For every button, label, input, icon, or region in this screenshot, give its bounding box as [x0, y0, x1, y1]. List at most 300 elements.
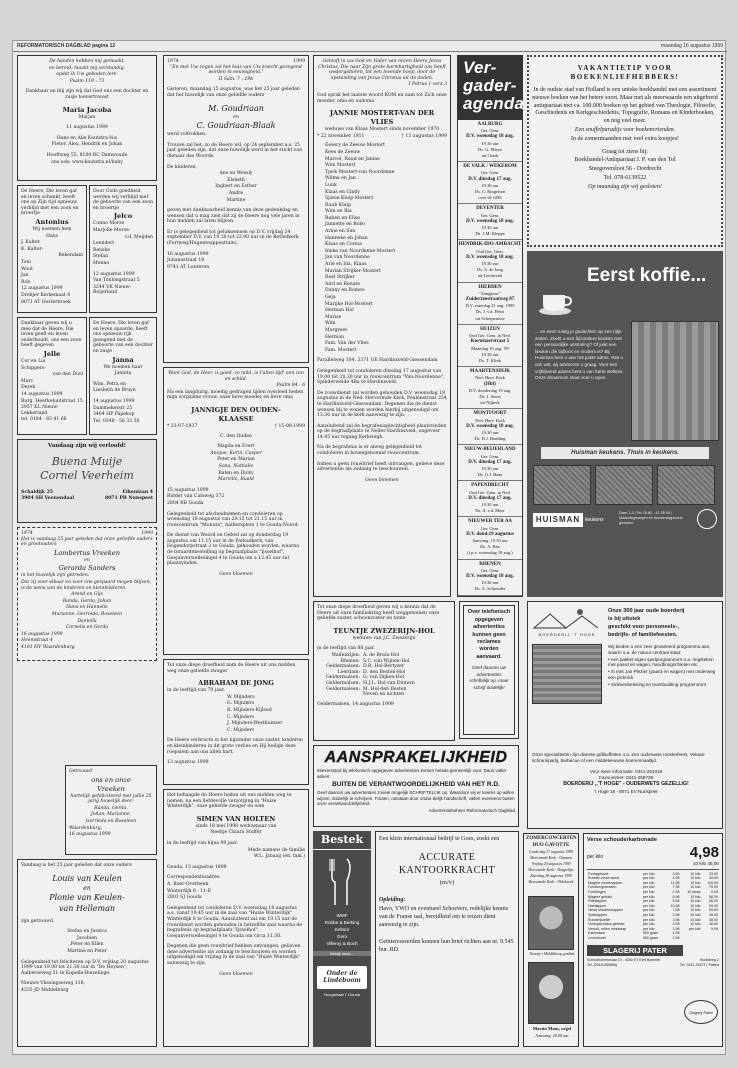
- agenda-item: [458, 560, 522, 596]
- agenda-kerk: Ger. Gem.: [480, 453, 500, 459]
- huisman-kitchen-ad: [527, 251, 723, 597]
- title-1: ZOMERCONCERTEN: [526, 836, 577, 841]
- family-member: D. den Besten-Hol: [363, 669, 406, 675]
- anniversary-notice-goudriaan: [163, 55, 309, 363]
- reception-text: Gelegenheid tot feliciteren op D.V. vrijdag 20 augustus 1999 van 19.00 tot 21.30 uur in "De Heysen", Aalberseweg 51 te Kapelle-Biezelinge.: [21, 959, 149, 976]
- price-cell: Verse shoarmalappen: [588, 908, 623, 913]
- family: Renske: [93, 247, 110, 253]
- price-cell: 500 gram: [642, 935, 659, 940]
- price-cell: 2,98: [672, 912, 680, 917]
- line: Hervormde Kerk - Burgerlijst: [528, 868, 574, 872]
- newspaper-page: [12, 40, 726, 1055]
- family: Baten en Dicky: [218, 470, 254, 476]
- price-cell: 2,98: [672, 889, 680, 894]
- title: Eerst koffie...: [587, 265, 707, 286]
- family-member: Jannette en Bobo: [325, 222, 366, 228]
- price-cell: 9,99: [711, 926, 718, 931]
- date: 14 augustus 1999: [93, 398, 135, 404]
- family: Jan: [21, 273, 29, 279]
- tagline: Huisman keukens. Thuis in keukens.: [541, 447, 709, 459]
- date: 16 augustus 1999: [167, 251, 209, 257]
- city: 3464 HP Papekop: [93, 412, 135, 418]
- parents: Hans en Alie Koutstra-Vos: [56, 135, 118, 141]
- agenda-date: D.V. woensdag 18 aug.: [466, 218, 514, 224]
- caption-2: Martin Mans, orgel: [532, 1026, 572, 1031]
- intro-text: Vandaag is het 25 jaar geleden dat onze ouders: [21, 863, 132, 868]
- brand: BOERDERIJ ,,'T HOGE'' - OUDERWETS GEZELLIG!: [563, 781, 689, 788]
- intro-text: Gisteren, maandag 15 augustus, was het 25 jaar geleden dat het huwelijk van onze geliefde ouders: [167, 87, 300, 98]
- title: AANSPRAKELIJKHEID: [324, 749, 508, 766]
- price-cell: per kilo: [642, 899, 655, 904]
- name-a: Buena Muije: [51, 454, 123, 468]
- kitchen-photo: [595, 465, 653, 505]
- family-place: Geldermalsen:: [326, 675, 360, 681]
- agenda-item: [458, 517, 522, 559]
- agenda-kerk: Ger. Gem.: [480, 128, 500, 134]
- wish-text: Dat zij voor elkaar en voor ons gespaard mogen blijven, is de wens van de kinderen en kleinkinderen.: [21, 579, 152, 591]
- intro-text: Na een langdurig, moedig gedragen lijden overleed heden mijn zorgzame vrouw, onze lieve moeder en lieve oma: [167, 389, 304, 401]
- date: 16 augustus 1999: [21, 631, 63, 637]
- agenda-title-3: agenda: [463, 94, 525, 113]
- family: Toni: [21, 259, 31, 265]
- price-cell: 11,98: [670, 880, 680, 885]
- agenda-item: [458, 283, 522, 325]
- family-member: Aird en Renate: [325, 281, 360, 287]
- intro-text: De Heere, Die leven gaf en leven spaarde, heeft ons opnieuw rijk gezegend met de geboorte van een dochter en zusje: [93, 321, 153, 354]
- line: werd voltrokken.: [167, 132, 207, 138]
- name-a: Lambertus Vreeken: [53, 548, 121, 557]
- agenda-extra: Ds. T. Klink: [478, 357, 502, 363]
- price-cell: Leverwurst: [588, 935, 606, 940]
- agenda-time: 19.30 uur: [481, 182, 499, 188]
- price-cell: 59,00: [709, 908, 718, 913]
- agenda-date: D.V. woensdag 18 aug.: [466, 134, 514, 140]
- phone: Voor meer informatie: 0341-251018: [589, 768, 663, 774]
- price-cell: Magere gehakt: [588, 894, 612, 899]
- kid: Hans en Hannelie: [66, 605, 108, 611]
- store-address: Hoogstraat 7 Gouda: [323, 992, 361, 997]
- name-b-2: van Helleman: [58, 903, 116, 913]
- line: kunnen geen: [472, 631, 506, 638]
- agenda-date: D.V. dinsdag 17 aug.: [468, 459, 512, 465]
- agenda-kerk: "Zangkoor": [479, 290, 501, 296]
- title-1: Onze 300 jaar oude boerderij: [608, 608, 685, 614]
- boerderij-ad: [527, 601, 723, 829]
- family-member: Marise: [325, 314, 342, 320]
- name: Gerrieda en Roseleen: [85, 818, 137, 824]
- family: C. Mijnders: [227, 714, 255, 720]
- family-place: Geldermalsen:: [326, 664, 360, 670]
- addresses: [21, 490, 153, 503]
- date: Geldermalsen, 14 augustus 1999: [317, 701, 394, 707]
- text: Trouwe zal het, zo de Heere wil, op 24 september a.s. 25 jaar geleden zijn, dat onze huwelijk werd in het sticht van dienaar des Woords.: [167, 142, 303, 159]
- family-member: Arnie en Sim: [325, 229, 356, 235]
- title: Getrouwd: [69, 769, 93, 774]
- family-list: [317, 143, 447, 353]
- butcher-footer: [587, 958, 719, 969]
- family-member: G. van Dijken-Hol: [363, 675, 405, 681]
- agenda-time: D.V. donderdag 19 aug.: [468, 387, 512, 393]
- item: [608, 669, 720, 681]
- family: Stefan: [93, 254, 109, 260]
- agenda-title-2: gader-: [463, 76, 517, 95]
- nickname-label: Wij noemen hem: [32, 226, 72, 232]
- closed-notice: Op maandag zijn wij gesloten!: [588, 183, 662, 190]
- family-member: Geja: [325, 295, 336, 300]
- service-text: De rouwdienst zal worden gehouden D.V. woensdag 18 augustus in de Ned. Hervormde Kerk, Peulenstraat 254 te Hardinxveld-Giessendam. Degenen die de dienst wensen bij te wonen worden hierbij uitgenodigd om 13.30 uur in de kerk aanwezig te zijn.: [317, 390, 447, 419]
- text-2: geven met dankbaarheid kennis van deze gedenkdag en wensen dat u mag zien dat zij de Heere nog vele jaren in hun midden zal laten blijven.: [167, 208, 300, 225]
- agenda-date: D.V. woensdag 18 aug.: [466, 254, 514, 260]
- price-cell: Speklappen: [588, 912, 607, 917]
- title-2: is bij uitstek: [608, 616, 641, 622]
- kitchen-photo: [533, 465, 591, 505]
- text-2: Een snuffelparadijs voor boekenvrienden.: [574, 126, 676, 133]
- price-cell: [702, 936, 719, 941]
- email: ons ook: www.koutstra.nl/baby: [51, 159, 123, 165]
- agenda-extra: uit Nijkerk: [480, 400, 500, 406]
- kid: Elsbeth: [227, 177, 245, 183]
- child-name: Janna: [112, 355, 134, 364]
- agenda-speaker: Ds. J. Steen: [479, 393, 501, 399]
- agenda-place: DEVENTER: [476, 206, 504, 212]
- family: Cor en Lia: [21, 358, 46, 364]
- family-place: Rhenen:: [340, 658, 360, 664]
- family-member: M. Hol-den Besten: [363, 686, 407, 692]
- family-member: Wim Mostert: [325, 163, 356, 169]
- address-2: Koolsteeg 2: [700, 957, 719, 962]
- kid: Ans en Wessly: [219, 171, 253, 177]
- item: [608, 682, 720, 688]
- price-cell: Runder verse worst: [588, 876, 620, 881]
- agenda-time: Aanvang: 19.30 uur: [472, 537, 508, 543]
- family: Schippers-: [21, 365, 46, 371]
- price-cell: 58,00: [709, 899, 718, 904]
- family: Menno: [93, 260, 110, 266]
- obituary-teuntje: [313, 601, 455, 741]
- brand-list: [313, 913, 371, 947]
- verse-ref: Psalm 84 : 6: [276, 383, 305, 389]
- sub: sinds 18 mei 1998 weduwnaar van: [195, 823, 277, 829]
- tag: Bekijk onze...: [313, 951, 371, 956]
- line: Hervormde Kerk - Ommen: [530, 856, 572, 860]
- price-cell: 33,00: [709, 871, 718, 876]
- kid: Ingbert en Esther: [215, 184, 257, 190]
- agenda-place: MONTFOORT: [473, 411, 507, 417]
- family-member: Marcel, Ruud en Janine: [325, 156, 380, 162]
- price-cell: Fondlingen: [588, 889, 606, 894]
- price-row: [587, 845, 719, 861]
- price-cell: 5,98: [672, 899, 680, 904]
- price-cell: Magere runderlappen: [588, 880, 623, 885]
- item-text: een pakket eigen spelprogramma's o.a. ringsteken met paard en wagen, handboogschieten etc.: [608, 656, 714, 668]
- verse-line: opdat ik Uw geboden lere.: [56, 72, 118, 78]
- agenda-place: NIEUWER TER AA: [467, 519, 513, 525]
- musician-photo: [528, 896, 574, 950]
- name-b: Gerarda Sanders: [58, 564, 116, 573]
- price-cell: 99,00: [709, 903, 718, 908]
- agenda-speaker: 19.30 uur: [481, 351, 499, 357]
- sign: Geen bloemen: [219, 571, 253, 577]
- kid: Cornelis en Gerda: [65, 625, 109, 631]
- street: Heemstraat 4: [21, 638, 53, 644]
- agenda-speaker: Ds. A. Bax: [480, 544, 500, 550]
- price-cell: per kilo: [642, 889, 655, 894]
- husband: C. den Ouden: [220, 433, 252, 439]
- line: Vrijdag 20 augustus 1999: [531, 862, 571, 866]
- corr-city: 2801 SJ Gouda: [167, 895, 202, 901]
- price-cell: 3,50: [672, 871, 680, 876]
- line: in het huwelijk zijn getreden.: [21, 573, 90, 579]
- text-2: Onze specialiteiten zijn diverse grillbuffetten o.a. een ouderwets roosterfeest, Veluwe schranspartij, barbecue of een middeleeuwse boerenmaaltijd.: [532, 752, 705, 763]
- family-member: S.C. van Wijnen-Hol: [363, 658, 410, 664]
- address: Drehjer Kerkemaat 8: [21, 292, 71, 298]
- name: JANNIE MOSTERT-VAN DER: [329, 109, 435, 118]
- name: TEUNTJE ZWEZERIJN-HOL: [333, 626, 435, 635]
- agenda-extra: uit Ootek: [481, 153, 499, 159]
- kid: Daniella: [77, 618, 97, 624]
- agenda-extra: uit Scherpenisse: [475, 315, 505, 321]
- intro-text: Het behaagde de Heere heden uit ons midden weg te nemen, na een liefdevolle verzorging in "Huize Winterdijk", onze geliefde zwager en oom: [167, 793, 292, 810]
- agenda-time: 19.30 uur: [481, 465, 499, 471]
- agenda-time: 19.30 uur: [481, 501, 499, 507]
- family-member: Herman: [325, 334, 344, 340]
- family: Liesbeth de Bruyn: [93, 388, 136, 394]
- store-name: Onder de Lindeboom: [323, 970, 361, 984]
- after-text: Na de begrafenis is er alweg gelegenheid tot condoleren in bovengenoemd rouwcentrum.: [317, 445, 422, 457]
- agenda-place: NIEUW-BEIJERLAND: [464, 447, 516, 453]
- welcome: Graag tot ziens bij:: [602, 148, 648, 155]
- intro-text: God sprak het laatste woord KOM en nam tot Zich onze moeder, oma en oudoma: [317, 92, 447, 104]
- name-a: M. Goudriaan: [208, 103, 264, 113]
- obituary-jannigje: [163, 367, 309, 655]
- line: Over telefonisch: [467, 609, 511, 615]
- price-cell: 79,00: [709, 885, 718, 890]
- sub: weduwe van J.C. Zwezerijn: [352, 635, 416, 641]
- family-list: [317, 653, 451, 698]
- intro-text: Dankbaar geven wij u mee dat de Heere, Die leven geeft en leven onderhoudt, ons een zoon heeft gegeven: [21, 321, 82, 349]
- price-table: [587, 872, 719, 941]
- family: Rob: [21, 279, 31, 285]
- agenda-speaker: Ds. C. Ringelsen: [474, 189, 506, 195]
- nickname: Hans: [45, 233, 59, 239]
- phone: Tel. (0318-655885): [587, 963, 618, 968]
- agenda-time: D.V. zaterdag 21 aug. 1999: [465, 303, 515, 309]
- fax: Faxnummer: 0341-258738: [598, 775, 654, 781]
- brand: Gero: [336, 934, 348, 939]
- verse: "En met Uw zegen zal het huis van Uw knecht gezegend worden in eeuwigheid.": [170, 64, 302, 76]
- agenda-place: HUIZEN: [480, 326, 500, 332]
- agenda-time: Maandag 16 aug. '99: [471, 345, 509, 351]
- city-a: 3904 SH Veenendaal: [21, 496, 75, 502]
- item: [608, 657, 720, 669]
- price-cell: per kilo: [642, 880, 655, 885]
- family-member: H.J.L. Hol-van Dintern: [363, 680, 415, 686]
- age: in de leeftijd van 88 jaar.: [317, 646, 375, 652]
- price-cell: 10 kilo: [690, 876, 701, 881]
- family: Wout: [21, 266, 33, 272]
- price-cell: Hamlappen: [588, 903, 607, 908]
- address-a: Schaldijk 25: [21, 489, 53, 495]
- anniversary-notice-keulen: [17, 859, 157, 1047]
- family: van den Dool: [52, 372, 83, 378]
- bookshop-ad: [527, 55, 723, 247]
- intro-text: Door Gods goedheid werden wij verblijd met de geboorte van een zoon en broertje: [93, 189, 153, 211]
- nickname: Marjan: [78, 114, 96, 120]
- agenda-date: D.V. woensdag 18 aug.: [466, 423, 514, 429]
- born: * 23-07-1937: [167, 423, 198, 429]
- line-1: ons en onze: [91, 775, 131, 784]
- price-cell: per kilo: [642, 885, 655, 890]
- price-cell: 10 kilo: [690, 917, 701, 922]
- and: en: [83, 884, 91, 892]
- died: † 13 augustus 1999: [401, 133, 447, 139]
- price-cell: per kilo: [642, 876, 655, 881]
- intro-text: Het is vandaag 25 jaar geleden dat onze geliefde ouders en grootouders: [21, 536, 153, 548]
- price-cell: 10,98: [670, 903, 680, 908]
- kid: Andre: [228, 190, 244, 196]
- family: W. Mijnders: [227, 694, 255, 700]
- burial-text: Aansluitend zal de begrafenisplechtigheid plaatsvinden op de begraafplaats te Neder-Hardinxveld, ongeveer 14.45 uur tegang Kerkwegh.: [317, 423, 447, 440]
- agenda-place: RHENEN: [479, 561, 501, 567]
- price-cell: per kilo: [642, 912, 655, 917]
- family-member: Jan van Noordenne: [325, 255, 370, 261]
- family: C. Mijnders: [227, 727, 255, 733]
- header-left: REFORMATORISCH DAGBLAD pagina 12: [17, 43, 116, 49]
- name-a: Louis van Keulen: [52, 873, 122, 883]
- price-cell: Filtetlappen: [588, 899, 607, 904]
- price-cell: 10 kilo: [690, 908, 701, 913]
- date: 13 augustus 1999: [167, 760, 209, 766]
- family-member: Neven en nichten: [363, 692, 405, 698]
- price-cell: 28,00: [709, 912, 718, 917]
- logo-text: BOERDERIJ 'T HOGE: [538, 631, 596, 637]
- family: Bekendam: [58, 253, 83, 259]
- name: Johan, Marianne,: [90, 812, 132, 818]
- price-cell: 10 kilo: [690, 922, 701, 927]
- verse: Gelooft in uw God en Vader van onzen Heere Jezus Christus, Die naar Zijn grote barmhartigheid ons heeft wedergeboren, tot een levende hoop, door de opstanding van Jezus Christus uit de doden.: [318, 59, 446, 81]
- price-cell: Versuit, rollen ministeap: [588, 926, 627, 931]
- sub-2: Neeltje Chiara Stoffer: [210, 830, 262, 836]
- family: J. Mijnders-Westhuinzer: [227, 721, 283, 727]
- age: in de leeftijd van 79 jaar.: [167, 688, 225, 694]
- family-place: Wadenxijen:: [331, 652, 360, 658]
- city: 8071 AT Oosterbroek: [21, 299, 71, 305]
- price-cell: Runderpoelier: [588, 917, 611, 922]
- farm-photo: [532, 644, 602, 704]
- city: 2957 KL Nieuw-Lekkerland: [21, 405, 59, 416]
- family: Sona, Nathalie: [218, 463, 254, 469]
- price-cell: 1,98: [672, 931, 680, 936]
- agenda-speaker: Ds. D.J. Budding: [474, 436, 506, 442]
- sub: weduwe van Klaas Mostert sinds november 1970: [324, 127, 440, 133]
- brand: Villeroy & Boch: [326, 941, 358, 946]
- coffee-cup-icon: [537, 287, 583, 317]
- birth-notice-maria: [17, 55, 157, 181]
- kid: Arend en Gijs: [71, 592, 103, 598]
- price-cell: per kilo: [642, 926, 655, 931]
- family-member: Wim en Ria: [325, 209, 352, 215]
- child-name: Antonius: [35, 217, 69, 226]
- line: schrijf duidelijk!: [473, 684, 505, 690]
- family: Marvillo, Ruald: [218, 477, 254, 483]
- text-3: Er is gelegenheid tot gelukwensen op D.V. vrijdag 24 september D.V. van 19.30 tot 22.00 uur in de Bethelkerk (Fortweg/Hugenteappeattain).: [167, 229, 299, 247]
- name-2: VLIES: [370, 118, 394, 127]
- text: Havo, VWO en eventueel Schoevers, redelijke kennis van de Franse taal, bereidheid om te reizen dient aanwezig te zijn.: [379, 906, 509, 928]
- verse-ref: I Petrus 1 vers 3: [408, 82, 447, 88]
- price-cell: 7,98: [672, 885, 680, 890]
- farm-footer: [532, 752, 720, 796]
- name: SIMEN VAN HOLTEN: [196, 814, 276, 823]
- farm-headline: [608, 608, 720, 689]
- price-cell: 10 kilo: [690, 899, 701, 904]
- price-cell: 4,98: [672, 876, 680, 881]
- caption-1: Noortje v Middelkoop, panfluit: [529, 952, 575, 956]
- price-cell: 5,98: [672, 894, 680, 899]
- date: Gouda, 13 augustus 1999: [167, 864, 227, 870]
- price-cell: 10 stuks: [687, 889, 701, 894]
- bestek-ad: [313, 831, 371, 1047]
- phone: tel. 0184 - 83 41 66: [21, 417, 67, 423]
- family-member: Herman Hol: [325, 308, 354, 314]
- family-place: Geldermalsen:: [326, 680, 360, 686]
- congratulation-notice: [65, 765, 157, 855]
- family: Peter en Marian: [217, 457, 255, 463]
- name-2: KLAASSE: [218, 414, 254, 423]
- intro-text: Tot onze diepe droefheid nam de Heere uit ons midden weg onze geliefde zwager: [167, 663, 296, 674]
- city-b: 8071 PB Nunspeet: [105, 496, 153, 502]
- family-list: [167, 695, 305, 734]
- family-member: Wilma en Jan: [325, 176, 356, 182]
- agenda-date: D.V. dinsdag 17 aug.: [468, 495, 512, 501]
- family-member: Ruub Kluip: [325, 202, 352, 208]
- verse-line: De handen hebben mij gemaakt,: [49, 59, 125, 64]
- date: 16 augustus 1999: [69, 832, 111, 838]
- agenda-item: [458, 325, 522, 367]
- family-member: Tjerk Mostert-van Noordenne: [325, 169, 395, 175]
- verse-ref: Psalm 119 : 73: [69, 78, 105, 84]
- agenda-speaker: Ds. A. Schreuder: [474, 586, 506, 592]
- agenda-date: Zuiderzeestraatweg 87: [465, 297, 515, 303]
- obituary-jannie: [313, 55, 451, 597]
- price-cell: 9,25: [711, 889, 718, 894]
- agenda-kerk: Ned. Herv. Kerk: [475, 375, 505, 381]
- age: in de leeftijd van bijna 99 jaar.: [167, 840, 238, 846]
- price-cell: per kilo: [642, 871, 655, 876]
- sign: Advertentiebeheer Reformatorisch Dagblad: [428, 807, 515, 813]
- address: Van Tonlongstraat 5: [93, 278, 140, 284]
- family-member: Luuk: [325, 182, 337, 188]
- family: K. Kalter-: [21, 246, 44, 252]
- intro: Een klein internationaal bedrijf te Goes, zoekt een: [379, 836, 500, 842]
- concert-ad: [523, 833, 579, 1047]
- family: Conno Morse: [93, 221, 125, 227]
- liability-notice: [313, 745, 519, 827]
- price-cell: 10 kilo: [690, 894, 701, 899]
- phone-2: Tel. 0341-252717 Putten: [679, 963, 719, 968]
- family-member: Arie en Ida, Klaas: [325, 262, 367, 268]
- family-member: Marijke Hol-Mostert: [325, 301, 373, 307]
- birth-notice-antonius: [17, 185, 87, 313]
- text: ... en even rustig je gedachten op een rijtje zetten. Zoekt u een bijzondere keuken met een persoonlijke uitstraling? Of juist een keuken die tijdloos en modern is? Bij Huisman bent u aan het juiste adres. Wat u ook wilt, wij adviseren u graag. Voor een vrijblijvend advies bent u van harte welkom. Onze showroom staat voor u open.: [535, 329, 624, 381]
- per-kilo: per kilo: [587, 854, 604, 861]
- telephone-notice: [459, 601, 519, 739]
- family-member: D.R. Hol-Bertyzer: [363, 664, 405, 670]
- corr-label: Correspondentieadres:: [167, 875, 221, 881]
- kid: Randa, Gerda, Johan: [62, 598, 112, 604]
- agenda-kerk: Ger. Gem.: [480, 567, 500, 573]
- family: B. Mijnders-Kijlsuit: [227, 707, 273, 713]
- notice-text: Indien u geen rouwbrief heeft ontvangen, gelieve deze advertentie als zodanig te beschouwen.: [317, 461, 445, 473]
